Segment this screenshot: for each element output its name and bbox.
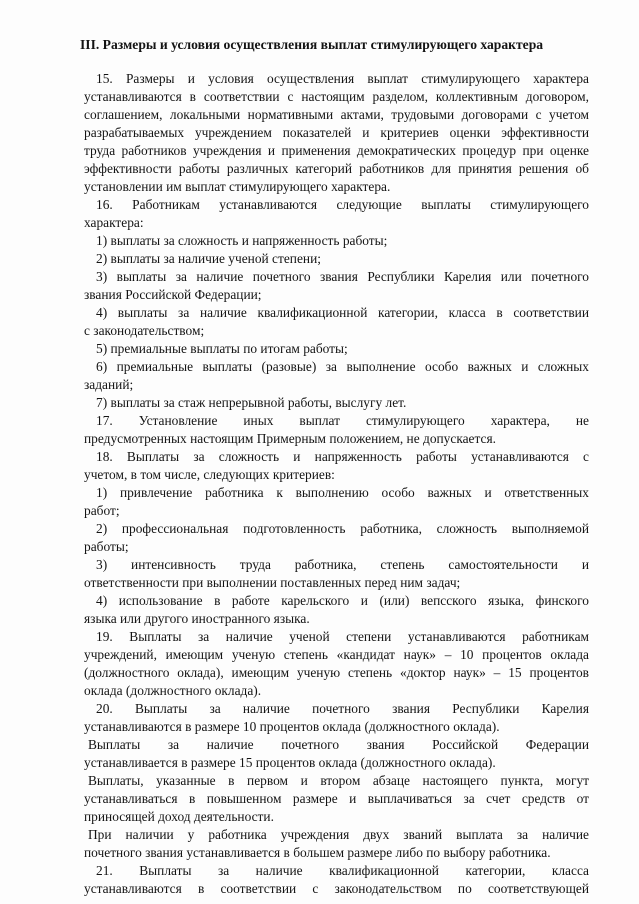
- paragraph-20b-line-2: устанавливается в размере 15 процентов оклада (должностного оклада).: [84, 755, 496, 770]
- paragraph-19-line-1: 19. Выплаты за наличие ученой степени устанавливаются работникам: [96, 629, 589, 644]
- paragraph-20d-line-2: почетного звания устанавливается в большем размере либо по выбору работника.: [84, 845, 551, 860]
- paragraph-15-line-6: эффективности работы различных категорий работников для принятия решения об: [84, 161, 589, 176]
- list-18-item-4-line-1: 4) использование в работе карельского и (или) вепсского языка, финского: [96, 593, 589, 608]
- paragraph-20c-line-1: Выплаты, указанные в первом и втором абзаце настоящего пункта, могут: [88, 773, 589, 788]
- list-18-item-4-line-2: языка или другого иностранного языка.: [84, 611, 310, 626]
- list-16-item-6-line-1: 6) премиальные выплаты (разовые) за выполнение особо важных и сложных: [96, 359, 589, 374]
- paragraph-21-line-2: устанавливаются в соответствии с законодательством по соответствующей: [84, 881, 589, 896]
- paragraph-15-line-7: установлении им выплат стимулирующего характера.: [84, 179, 391, 194]
- paragraph-16-line-1: 16. Работникам устанавливаются следующие выплаты стимулирующего: [96, 197, 589, 212]
- paragraph-15-line-1: 15. Размеры и условия осуществления выплат стимулирующего характера: [96, 71, 589, 86]
- list-18-item-2-line-2: работы;: [84, 539, 129, 554]
- paragraph-19-line-4: оклада (должностного оклада).: [84, 683, 262, 698]
- paragraph-17-line-2: предусмотренных настоящим Примерным положением, не допускается.: [84, 431, 496, 446]
- paragraph-17-line-1: 17. Установление иных выплат стимулирующего характера, не: [96, 413, 589, 428]
- paragraph-18-line-2: учетом, в том числе, следующих критериев:: [84, 467, 335, 482]
- list-18-item-3-line-2: ответственности при выполнении поставленных перед ним задач;: [84, 575, 461, 590]
- list-16-item-4-line-1: 4) выплаты за наличие квалификационной категории, класса в соответствии: [96, 305, 589, 320]
- paragraph-19-line-2: учреждений, имеющим ученую степень «кандидат наук» – 10 процентов оклада: [84, 647, 589, 662]
- list-18-item-2-line-1: 2) профессиональная подготовленность работника, сложность выполняемой: [96, 521, 589, 536]
- paragraph-20b-line-1: Выплаты за наличие почетного звания Российской Федерации: [88, 737, 589, 752]
- list-16-item-3-line-2: звания Российской Федерации;: [84, 287, 262, 302]
- list-16-item-7: 7) выплаты за стаж непрерывной работы, выслугу лет.: [96, 395, 407, 410]
- list-16-item-5: 5) премиальные выплаты по итогам работы;: [96, 341, 348, 356]
- paragraph-18-line-1: 18. Выплаты за сложность и напряженность работы устанавливаются с: [96, 449, 589, 464]
- paragraph-15-line-5: труда работников учреждения и применения демократических процедур при оценке: [84, 143, 589, 158]
- section-heading: III. Размеры и условия осуществления выплат стимулирующего характера: [80, 37, 544, 52]
- paragraph-21-line-1: 21. Выплаты за наличие квалификационной категории, класса: [96, 863, 589, 878]
- paragraph-20-line-2: устанавливаются в размере 10 процентов оклада (должностного оклада).: [84, 719, 500, 734]
- paragraph-20d-line-1: При наличии у работника учреждения двух званий выплата за наличие: [88, 827, 589, 842]
- paragraph-20-line-1: 20. Выплаты за наличие почетного звания Республики Карелия: [96, 701, 589, 716]
- paragraph-20c-line-3: приносящей доход деятельности.: [84, 809, 274, 824]
- paragraph-19-line-3: (должностного оклада), имеющим ученую степень «доктор наук» – 15 процентов: [84, 665, 589, 680]
- paragraph-16-line-2: характера:: [84, 215, 144, 230]
- list-18-item-1-line-2: работ;: [84, 503, 120, 518]
- paragraph-15-line-3: соглашением, локальными нормативными актами, трудовыми договорами с учетом: [84, 107, 589, 122]
- list-18-item-3-line-1: 3) интенсивность труда работника, степень самостоятельности и: [96, 557, 589, 572]
- list-16-item-4-line-2: с законодательством;: [84, 323, 205, 338]
- list-16-item-3-line-1: 3) выплаты за наличие почетного звания Республики Карелия или почетного: [96, 269, 589, 284]
- list-16-item-2: 2) выплаты за наличие ученой степени;: [96, 251, 321, 266]
- list-16-item-1: 1) выплаты за сложность и напряженность работы;: [96, 233, 388, 248]
- paragraph-20c-line-2: устанавливаться в повышенном размере и выплачиваться за счет средств от: [84, 791, 589, 806]
- list-18-item-1-line-1: 1) привлечение работника к выполнению особо важных и ответственных: [96, 485, 589, 500]
- paragraph-15-line-4: разрабатываемых учреждением показателей и критериев оценки эффективности: [84, 125, 589, 140]
- list-16-item-6-line-2: заданий;: [84, 377, 134, 392]
- paragraph-15-line-2: устанавливаются в соответствии с настоящим разделом, коллективным договором,: [84, 89, 589, 104]
